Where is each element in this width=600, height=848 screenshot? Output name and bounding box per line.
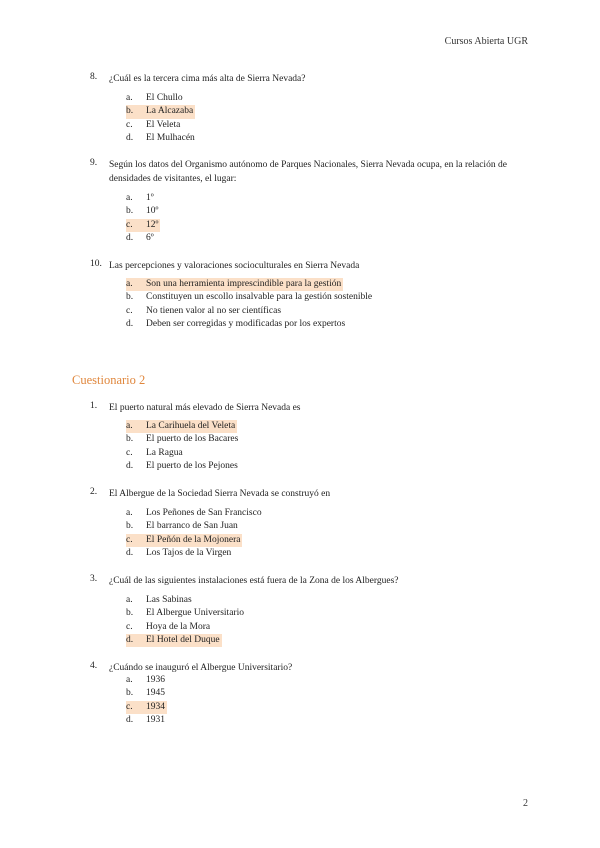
question-2-2 bbox=[90, 487, 530, 501]
option-c: c. El Veleta bbox=[126, 119, 181, 130]
option-d: d. 6º bbox=[126, 232, 154, 243]
question-text: Según los datos del Organismo autónomo de Parques Nacionales, Sierra Nevada ocupa, en la relación de densidades de visitantes, el lugar: bbox=[109, 160, 507, 184]
question-text: El Albergue de la Sociedad Sierra Nevada se construyó en bbox=[109, 489, 331, 499]
page-number: 2 bbox=[523, 798, 528, 809]
page-header: Cursos Abierta UGR bbox=[444, 36, 528, 47]
section-title: Cuestionario 2 bbox=[72, 373, 146, 387]
option-b: b. Constituyen un escollo insalvable para la gestión sostenible bbox=[126, 292, 373, 303]
option-d: d. El Mulhacén bbox=[126, 132, 195, 143]
option-c-correct: c. El Peñón de la Mojonera bbox=[126, 534, 264, 547]
option-b: b. 1945 bbox=[126, 688, 165, 699]
question-2-1-options bbox=[126, 420, 240, 473]
question-text: ¿Cuándo se inauguró el Albergue Universitario? bbox=[109, 663, 293, 673]
question-number: 10. bbox=[90, 259, 102, 269]
option-d: d. Deben ser corregidas y modificadas por los expertos bbox=[126, 318, 346, 329]
question-2-3 bbox=[90, 574, 530, 588]
option-b: b. El Albergue Universitario bbox=[126, 608, 244, 619]
option-a-correct: a. La Carihuela del Veleta bbox=[126, 420, 240, 433]
option-a: a. Los Peñones de San Francisco bbox=[126, 508, 262, 518]
option-c: c. La Ragua bbox=[126, 447, 183, 458]
question-2-1 bbox=[90, 401, 530, 415]
question-text: ¿Cuál es la tercera cima más alta de Sierra Nevada? bbox=[109, 74, 306, 84]
question-text: ¿Cuál de las siguientes instalaciones está fuera de la Zona de los Albergues? bbox=[109, 576, 399, 586]
option-a: a. 1º bbox=[126, 193, 154, 203]
option-a-correct: a. Son una herramienta imprescindible para la gestión bbox=[126, 278, 374, 291]
question-number: 9. bbox=[90, 158, 98, 168]
question-9 bbox=[90, 158, 530, 186]
option-b: b. 10º bbox=[126, 206, 159, 217]
question-2-3-options bbox=[126, 594, 246, 647]
option-b: b. El barranco de San Juan bbox=[126, 521, 238, 532]
option-c: c. Hoya de la Mora bbox=[126, 621, 211, 632]
question-text: Las percepciones y valoraciones socioculturales en Sierra Nevada bbox=[109, 261, 360, 271]
question-2-2-options bbox=[126, 507, 264, 560]
question-2-4 bbox=[90, 661, 530, 675]
question-number: 4. bbox=[90, 661, 98, 671]
question-2-4-options bbox=[126, 674, 167, 727]
option-b-correct: b. La Alcazaba bbox=[126, 105, 197, 118]
question-number: 8. bbox=[90, 72, 98, 82]
question-8-options bbox=[126, 92, 197, 145]
option-d: d. Los Tajos de la Virgen bbox=[126, 547, 232, 558]
option-a: a. Las Sabinas bbox=[126, 595, 192, 605]
question-text: El puerto natural más elevado de Sierra Nevada es bbox=[109, 403, 301, 413]
option-b: b. El puerto de los Bacares bbox=[126, 434, 239, 445]
question-10-options bbox=[126, 278, 374, 331]
question-10 bbox=[90, 259, 530, 273]
option-a: a. 1936 bbox=[126, 675, 165, 685]
question-8 bbox=[90, 72, 530, 86]
option-c-correct: c. 12º bbox=[126, 219, 160, 232]
option-c-correct: c. 1934 bbox=[126, 701, 167, 714]
option-d-correct: d. El Hotel del Duque bbox=[126, 634, 246, 647]
option-d: d. El puerto de los Pejones bbox=[126, 460, 238, 471]
question-number: 1. bbox=[90, 401, 98, 411]
option-a: a. El Chullo bbox=[126, 93, 183, 103]
option-c: c. No tienen valor al no ser científicas bbox=[126, 305, 282, 316]
question-number: 2. bbox=[90, 487, 98, 497]
question-9-options bbox=[126, 192, 160, 245]
option-d: d. 1931 bbox=[126, 714, 165, 725]
question-number: 3. bbox=[90, 574, 98, 584]
